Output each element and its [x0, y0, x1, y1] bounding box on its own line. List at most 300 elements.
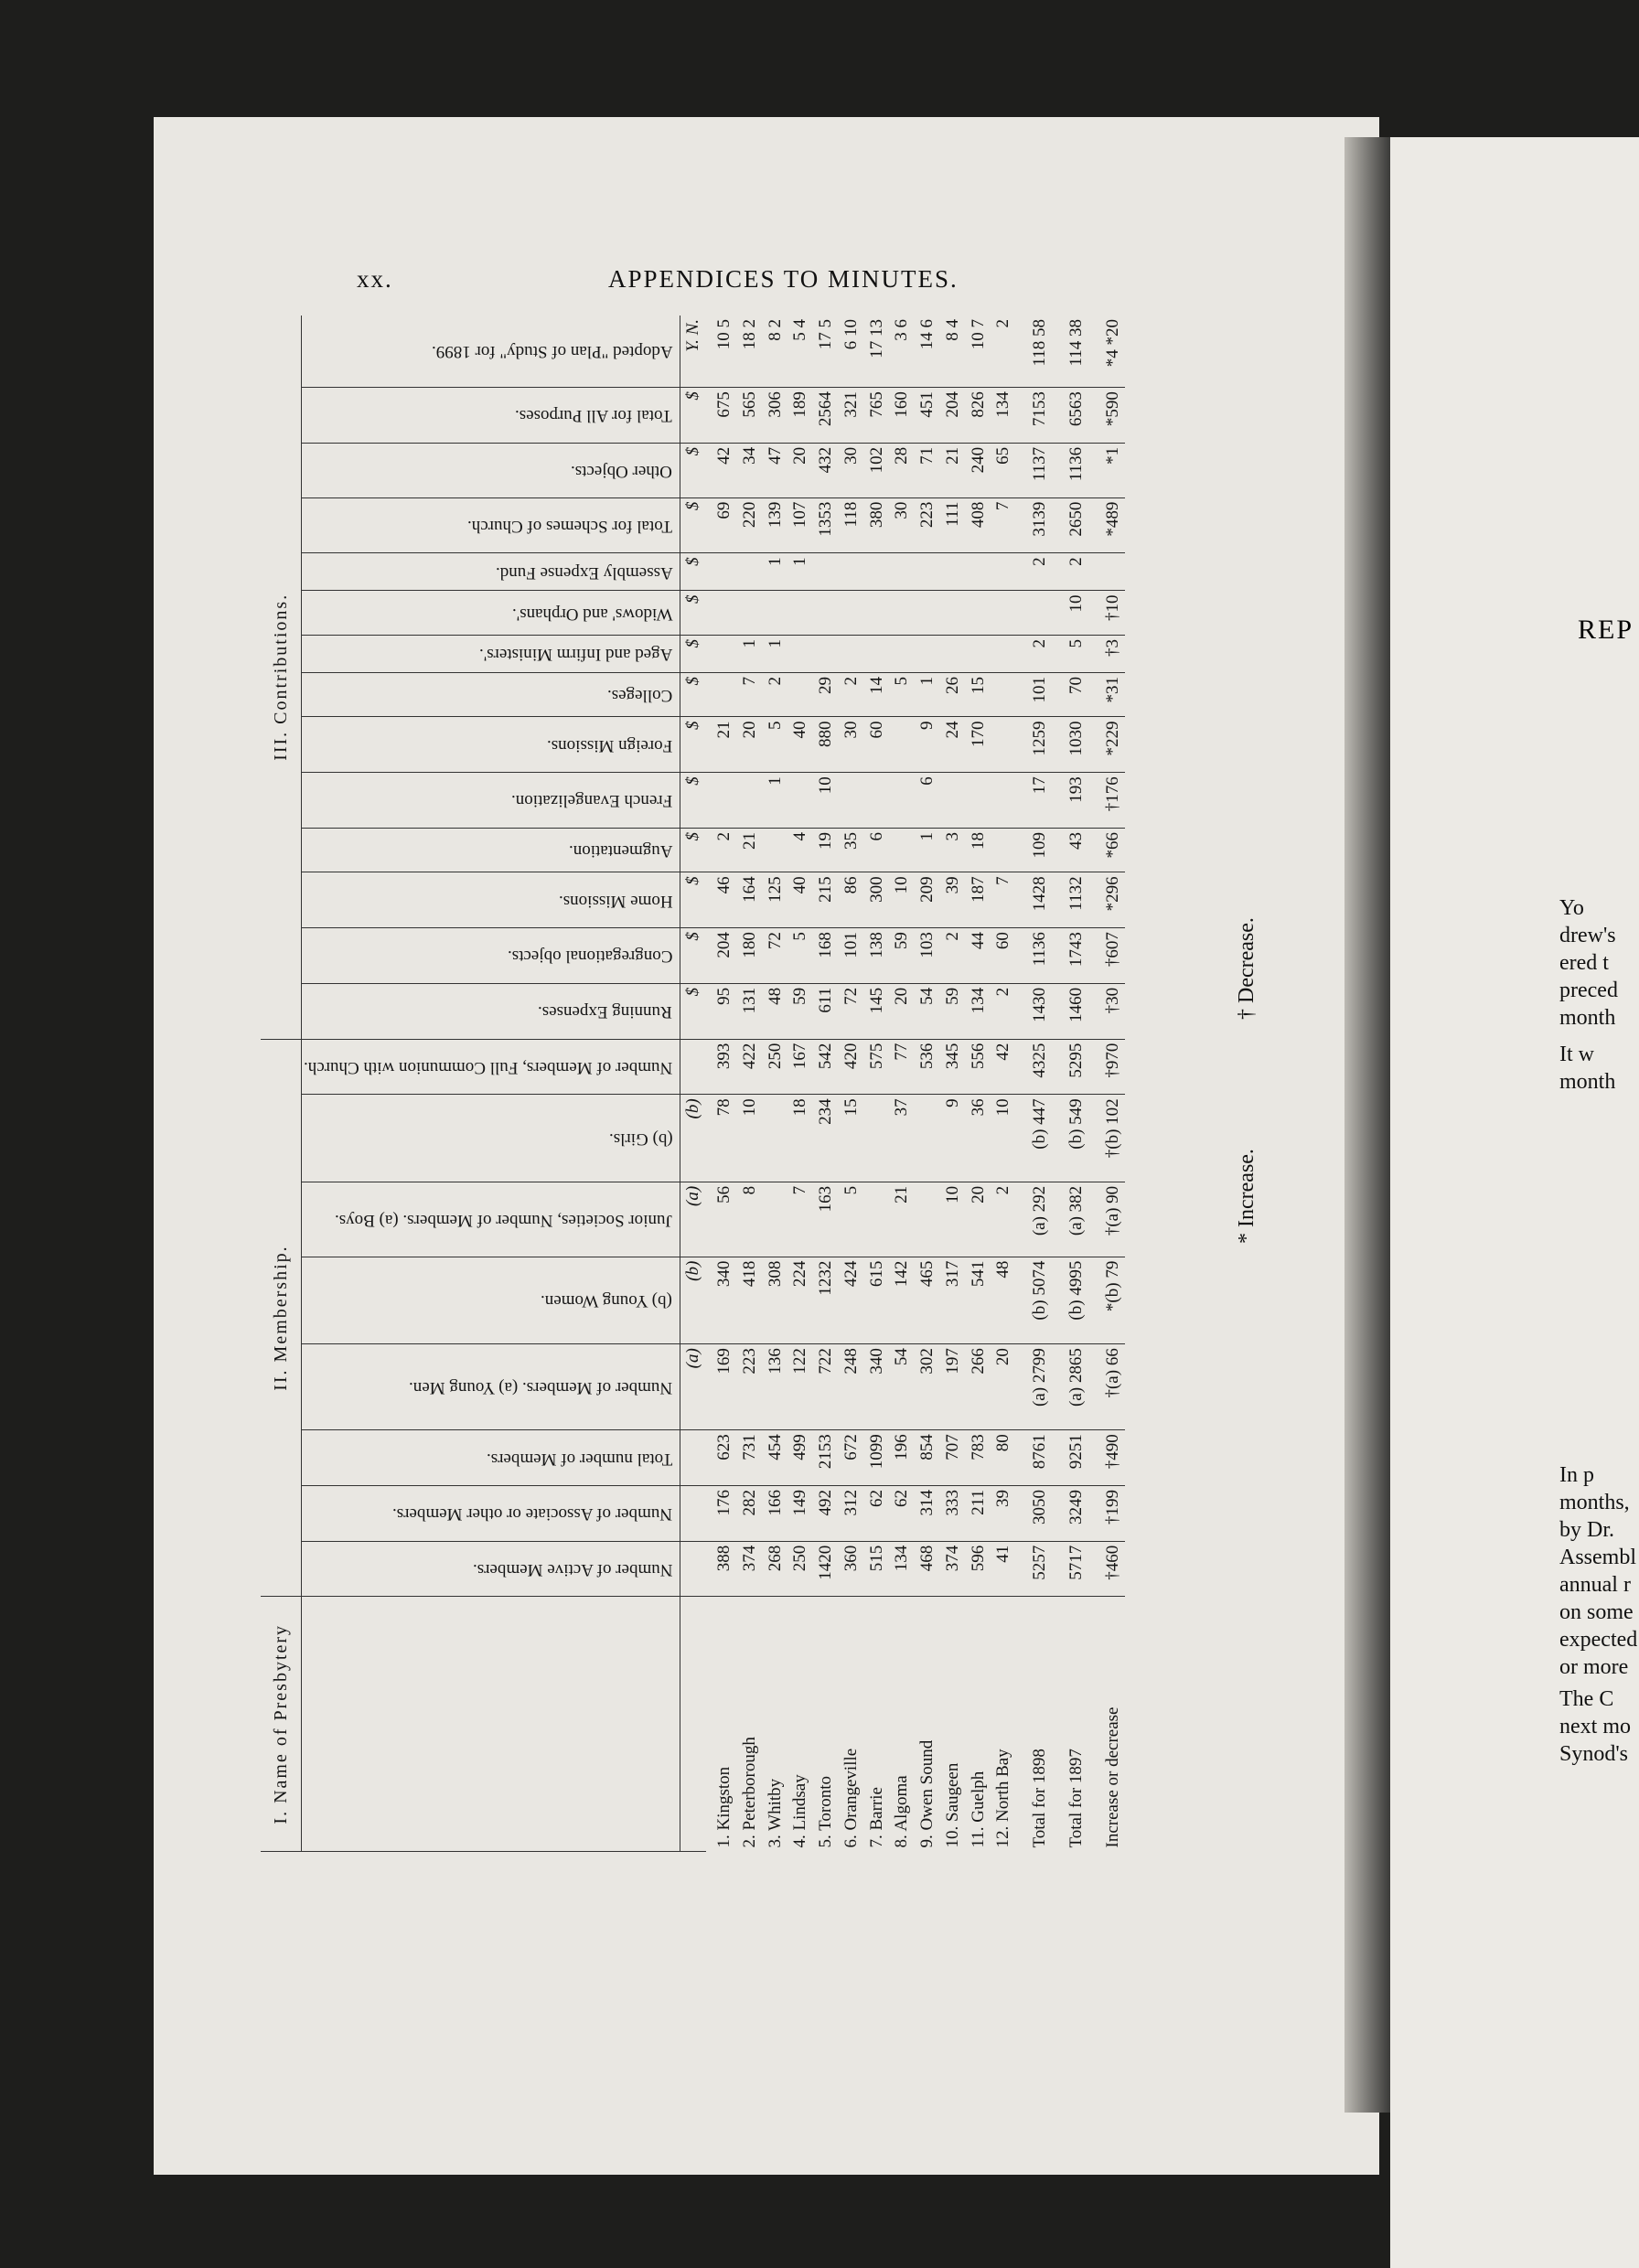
table-cell: 1137: [1016, 443, 1053, 497]
unit-cell: $: [680, 591, 707, 635]
table-cell: [889, 717, 915, 773]
row-label: 12. North Bay: [993, 1749, 1013, 1848]
table-cell: [737, 773, 763, 829]
table-cell: 4325: [1016, 1039, 1053, 1095]
table-cell: †30: [1089, 983, 1126, 1039]
table-cell: 321: [839, 388, 864, 444]
table-cell: †(a) 90: [1089, 1182, 1126, 1257]
table-cell: 300: [864, 872, 890, 928]
table-cell: 21: [889, 1182, 915, 1257]
row-label: 1. Kingston: [714, 1766, 734, 1848]
table-cell: 268: [763, 1541, 788, 1597]
table-cell: 19: [813, 828, 839, 872]
table-cell: 71: [915, 443, 940, 497]
table-cell: 5: [1053, 635, 1089, 672]
table-cell: 3: [940, 828, 966, 872]
table-cell: [839, 773, 864, 829]
table-cell: [966, 591, 991, 635]
table-cell: 46: [706, 872, 737, 928]
table-cell: 193: [1053, 773, 1089, 829]
table-cell: *296: [1089, 872, 1126, 928]
table-cell: 3139: [1016, 497, 1053, 553]
column-header-label: Number of Members. (a) Young Men.: [409, 1378, 673, 1398]
table-cell: 18: [966, 828, 991, 872]
table-cell: 176: [706, 1486, 737, 1542]
table-cell: 2: [706, 828, 737, 872]
table-cell: [864, 591, 890, 635]
table-cell: 536: [915, 1039, 940, 1095]
right-page-line: expected: [1559, 1628, 1638, 1652]
table-cell: 374: [737, 1541, 763, 1597]
table-cell: 77: [889, 1039, 915, 1095]
table-cell: 306: [763, 388, 788, 444]
table-cell: 43: [1053, 828, 1089, 872]
table-cell: 623: [706, 1430, 737, 1486]
table-cell: 340: [864, 1344, 890, 1430]
table-cell: 765: [864, 388, 890, 444]
table-cell: [787, 591, 813, 635]
table-cell: 374: [940, 1541, 966, 1597]
table-cell: [991, 673, 1016, 717]
table-cell: [889, 553, 915, 591]
table-cell: 134: [966, 983, 991, 1039]
table-cell: [737, 553, 763, 591]
table-cell: *489: [1089, 497, 1126, 553]
table-cell: †(b) 102: [1089, 1095, 1126, 1182]
table-cell: [763, 1095, 788, 1182]
table-cell: 60: [991, 928, 1016, 984]
table-cell: 234: [813, 1095, 839, 1182]
table-cell: *229: [1089, 717, 1126, 773]
table-cell: 408: [966, 497, 991, 553]
unit-cell: [680, 1486, 707, 1542]
page-number: xx.: [357, 265, 393, 293]
table-cell: [864, 1182, 890, 1257]
table-cell: 28: [889, 443, 915, 497]
table-cell: [889, 635, 915, 672]
table-row: [839, 316, 864, 1852]
table-cell: 2: [763, 673, 788, 717]
table-cell: 30: [839, 717, 864, 773]
table-cell: 314: [915, 1486, 940, 1542]
table-cell: *590: [1089, 388, 1126, 444]
table-cell: 167: [787, 1039, 813, 1095]
column-header: [302, 673, 680, 717]
table-cell: 6: [915, 773, 940, 829]
row-label: 3. Whitby: [765, 1778, 785, 1848]
table-cell: 56: [706, 1182, 737, 1257]
row-label: Total for 1898: [1030, 1749, 1050, 1848]
column-header-label: Colleges.: [606, 686, 673, 706]
table-cell: 118: [839, 497, 864, 553]
table-cell: 30: [839, 443, 864, 497]
right-page-line: or more: [1559, 1655, 1629, 1679]
table-cell: †607: [1089, 928, 1126, 984]
table-cell: 250: [787, 1541, 813, 1597]
table-cell: 8 2: [763, 316, 788, 388]
table-cell: 14 6: [915, 316, 940, 388]
table-cell: [889, 591, 915, 635]
table-cell: 10: [737, 1095, 763, 1182]
column-header: [302, 388, 680, 444]
table-cell: [940, 635, 966, 672]
column-header-label: Total number of Members.: [486, 1449, 673, 1469]
column-header-label: Foreign Missions.: [546, 735, 673, 755]
right-page-line: month: [1559, 1006, 1616, 1030]
table-cell: 21: [940, 443, 966, 497]
table-cell: [940, 773, 966, 829]
table-cell: 20: [889, 983, 915, 1039]
table-cell: 308: [763, 1257, 788, 1344]
table-cell: 72: [839, 983, 864, 1039]
column-header-label: Total for Schemes of Church.: [467, 516, 673, 536]
table-cell: 4: [787, 828, 813, 872]
table-cell: 59: [787, 983, 813, 1039]
table-cell: 7: [737, 673, 763, 717]
column-header: [302, 1039, 680, 1095]
table-cell: 62: [864, 1486, 890, 1542]
table-cell: [915, 553, 940, 591]
right-page-line: Synod's: [1559, 1742, 1629, 1766]
table-cell: 3249: [1053, 1486, 1089, 1542]
table-row: [915, 316, 940, 1852]
table-cell: 2153: [813, 1430, 839, 1486]
table-cell: 722: [813, 1344, 839, 1430]
table-cell: [706, 591, 737, 635]
unit-cell: (b): [680, 1095, 707, 1182]
statistics-table-region: [261, 316, 1194, 1852]
table-cell: 37: [889, 1095, 915, 1182]
table-cell: 17 13: [864, 316, 890, 388]
right-page-line: The C: [1559, 1687, 1614, 1711]
table-cell: 21: [706, 717, 737, 773]
table-cell: [966, 553, 991, 591]
table-cell: 59: [889, 928, 915, 984]
table-cell: 345: [940, 1039, 966, 1095]
table-cell: 1099: [864, 1430, 890, 1486]
unit-cell: $: [680, 553, 707, 591]
table-cell: (b) 5074: [1016, 1257, 1053, 1344]
table-cell: 707: [940, 1430, 966, 1486]
unit-cell: $: [680, 673, 707, 717]
table-cell: 15: [966, 673, 991, 717]
right-page-line: Assembl: [1559, 1546, 1636, 1569]
table-cell: 107: [787, 497, 813, 553]
table-cell: 2: [991, 983, 1016, 1039]
unit-cell: $: [680, 388, 707, 444]
unit-cell: $: [680, 635, 707, 672]
table-cell: 5257: [1016, 1541, 1053, 1597]
table-cell: 240: [966, 443, 991, 497]
column-header: [302, 1430, 680, 1486]
table-cell: 101: [1016, 673, 1053, 717]
table-cell: [864, 635, 890, 672]
table-cell: [991, 773, 1016, 829]
right-page-line: drew's: [1559, 924, 1616, 947]
table-cell: (a) 382: [1053, 1182, 1089, 1257]
column-header-label: Running Expenses.: [538, 1002, 673, 1022]
table-cell: 197: [940, 1344, 966, 1430]
unit-row: [680, 316, 707, 1852]
column-header-label: Junior Societies, Number of Members. (a) Boys.: [335, 1210, 673, 1230]
table-cell: [864, 1095, 890, 1182]
column-header-label: Total for All Purposes.: [515, 406, 673, 426]
table-cell: 166: [763, 1486, 788, 1542]
table-cell: 17 5: [813, 316, 839, 388]
table-cell: 36: [966, 1095, 991, 1182]
table-cell: [991, 828, 1016, 872]
table-cell: 80: [991, 1430, 1016, 1486]
table-row: [706, 316, 737, 1852]
table-cell: [839, 635, 864, 672]
table-cell: (b) 549: [1053, 1095, 1089, 1182]
table-cell: 1: [763, 553, 788, 591]
table-row: [787, 316, 813, 1852]
column-header: [302, 1541, 680, 1597]
right-page-line: Yo: [1559, 896, 1584, 920]
table-cell: 39: [940, 872, 966, 928]
table-cell: 62: [889, 1486, 915, 1542]
unit-cell: $: [680, 828, 707, 872]
table-cell: 180: [737, 928, 763, 984]
table-cell: 565: [737, 388, 763, 444]
column-header-label: Home Missions.: [558, 891, 673, 911]
table-cell: 149: [787, 1486, 813, 1542]
column-header-label: (b) Young Women.: [541, 1291, 673, 1311]
table-cell: 492: [813, 1486, 839, 1542]
table-cell: 21: [737, 828, 763, 872]
table-cell: 20: [737, 717, 763, 773]
table-cell: *(b) 79: [1089, 1257, 1126, 1344]
column-header-label: Widows' and Orphans'.: [511, 604, 673, 624]
table-cell: *31: [1089, 673, 1126, 717]
table-cell: 204: [940, 388, 966, 444]
row-label: 8. Algoma: [892, 1775, 912, 1848]
table-cell: 418: [737, 1257, 763, 1344]
table-cell: [864, 553, 890, 591]
table-cell: 5717: [1053, 1541, 1089, 1597]
table-cell: 5 4: [787, 316, 813, 388]
row-label: 2. Peterborough: [739, 1737, 759, 1848]
table-cell: 118 58: [1016, 316, 1053, 388]
table-cell: 380: [864, 497, 890, 553]
table-cell: 41: [991, 1541, 1016, 1597]
table-cell: 596: [966, 1541, 991, 1597]
unit-cell: (b): [680, 1257, 707, 1344]
unit-cell: $: [680, 497, 707, 553]
table-cell: 69: [706, 497, 737, 553]
table-cell: 20: [991, 1344, 1016, 1430]
column-header-label: Number of Members, Full Communion with Church.: [304, 1057, 673, 1077]
table-cell: 1232: [813, 1257, 839, 1344]
table-cell: 1: [737, 635, 763, 672]
table-cell: 14: [864, 673, 890, 717]
table-cell: 10 7: [966, 316, 991, 388]
table-cell: 2: [991, 316, 1016, 388]
table-cell: 122: [787, 1344, 813, 1430]
table-cell: 880: [813, 717, 839, 773]
table-cell: (b) 447: [1016, 1095, 1053, 1182]
table-cell: [706, 673, 737, 717]
table-cell: 611: [813, 983, 839, 1039]
table-cell: 134: [889, 1541, 915, 1597]
table-cell: 215: [813, 872, 839, 928]
table-cell: 1: [915, 828, 940, 872]
table-cell: [966, 635, 991, 672]
table-cell: †460: [1089, 1541, 1126, 1597]
table-cell: 209: [915, 872, 940, 928]
table-cell: 422: [737, 1039, 763, 1095]
table-cell: [991, 591, 1016, 635]
table-cell: 48: [763, 983, 788, 1039]
table-cell: 1428: [1016, 872, 1053, 928]
table-cell: 223: [915, 497, 940, 553]
table-cell: 8 4: [940, 316, 966, 388]
right-page-line: It w: [1559, 1043, 1594, 1066]
table-cell: 204: [706, 928, 737, 984]
table-cell: 103: [915, 928, 940, 984]
table-cell: 2: [940, 928, 966, 984]
table-cell: 44: [966, 928, 991, 984]
table-cell: 54: [889, 1344, 915, 1430]
table-cell: †970: [1089, 1039, 1126, 1095]
column-header: [302, 497, 680, 553]
table-cell: 40: [787, 872, 813, 928]
table-cell: 17: [1016, 773, 1053, 829]
table-cell: 160: [889, 388, 915, 444]
table-cell: [915, 1182, 940, 1257]
table-cell: 39: [991, 1486, 1016, 1542]
table-cell: 465: [915, 1257, 940, 1344]
table-cell: 541: [966, 1257, 991, 1344]
table-cell: 1136: [1053, 443, 1089, 497]
table-cell: 2: [839, 673, 864, 717]
table-cell: (a) 2799: [1016, 1344, 1053, 1430]
table-cell: 7: [787, 1182, 813, 1257]
table-cell: [889, 828, 915, 872]
right-page-line: on some: [1559, 1600, 1634, 1624]
table-cell: 211: [966, 1486, 991, 1542]
right-page-line: month: [1559, 1070, 1616, 1094]
row-label: Total for 1897: [1066, 1749, 1086, 1848]
table-cell: 1353: [813, 497, 839, 553]
table-cell: 1460: [1053, 983, 1089, 1039]
table-cell: †490: [1089, 1430, 1126, 1486]
table-cell: [706, 773, 737, 829]
column-header-label: Assembly Expense Fund.: [495, 562, 673, 583]
column-header: [302, 928, 680, 984]
column-header: [302, 443, 680, 497]
table-cell: 5295: [1053, 1039, 1089, 1095]
table-cell: [706, 635, 737, 672]
column-header-label: Aged and Infirm Ministers'.: [478, 645, 673, 665]
table-cell: 2: [1053, 553, 1089, 591]
unit-cell: [680, 1541, 707, 1597]
right-page-line: ered t: [1559, 951, 1609, 975]
table-cell: †3: [1089, 635, 1126, 672]
table-cell: 317: [940, 1257, 966, 1344]
unit-cell: [680, 1430, 707, 1486]
unit-cell: Y. N.: [680, 316, 707, 388]
table-cell: (a) 292: [1016, 1182, 1053, 1257]
table-cell: [737, 591, 763, 635]
table-cell: 1420: [813, 1541, 839, 1597]
table-cell: 224: [787, 1257, 813, 1344]
note-decrease: † Decrease.: [1235, 917, 1259, 1020]
table-cell: †(a) 66: [1089, 1344, 1126, 1430]
table-cell: [763, 1182, 788, 1257]
right-page: [1390, 137, 1639, 2268]
table-cell: 109: [1016, 828, 1053, 872]
table-cell: 169: [706, 1344, 737, 1430]
table-cell: 18 2: [737, 316, 763, 388]
table-cell: 20: [787, 443, 813, 497]
table-cell: 6: [864, 828, 890, 872]
table-cell: 432: [813, 443, 839, 497]
table-cell: 360: [839, 1541, 864, 1597]
row-label: 5. Toronto: [816, 1775, 836, 1848]
table-cell: 248: [839, 1344, 864, 1430]
table-cell: †176: [1089, 773, 1126, 829]
table-cell: (a) 2865: [1053, 1344, 1089, 1430]
right-page-line: by Dr.: [1559, 1518, 1614, 1542]
table-cell: [940, 553, 966, 591]
unit-cell: (a): [680, 1182, 707, 1257]
column-header-label: (b) Girls.: [608, 1129, 673, 1149]
table-cell: [991, 717, 1016, 773]
table-cell: 575: [864, 1039, 890, 1095]
row-label: 10. Saugeen: [942, 1762, 962, 1848]
table-cell: 20: [966, 1182, 991, 1257]
table-cell: 101: [839, 928, 864, 984]
table-cell: 454: [763, 1430, 788, 1486]
table-cell: 388: [706, 1541, 737, 1597]
table-cell: [813, 635, 839, 672]
column-header: [302, 635, 680, 672]
summary-row: [1089, 316, 1126, 1852]
table-cell: 282: [737, 1486, 763, 1542]
table-cell: 266: [966, 1344, 991, 1430]
table-cell: [940, 591, 966, 635]
table-cell: [839, 553, 864, 591]
table-cell: 138: [864, 928, 890, 984]
table-cell: 672: [839, 1430, 864, 1486]
right-page-line: annual r: [1559, 1573, 1631, 1597]
table-cell: 2: [1016, 553, 1053, 591]
table-cell: 2564: [813, 388, 839, 444]
row-label: 6. Orangeville: [841, 1748, 861, 1848]
section-name: I. Name of Presbytery: [261, 1597, 302, 1852]
column-header: [302, 553, 680, 591]
table-row: [763, 316, 788, 1852]
table-cell: 6563: [1053, 388, 1089, 444]
table-row: [966, 316, 991, 1852]
table-cell: 10: [991, 1095, 1016, 1182]
column-header: [302, 983, 680, 1039]
unit-cell: $: [680, 928, 707, 984]
table-cell: 47: [763, 443, 788, 497]
row-label: 7. Barrie: [866, 1787, 886, 1848]
row-label: 11. Guelph: [968, 1771, 988, 1848]
table-cell: 24: [940, 717, 966, 773]
table-cell: 42: [991, 1039, 1016, 1095]
table-cell: 3050: [1016, 1486, 1053, 1542]
table-cell: 1743: [1053, 928, 1089, 984]
right-page-line: preced: [1559, 979, 1618, 1002]
table-cell: 1: [915, 673, 940, 717]
column-header: [302, 828, 680, 872]
table-cell: 556: [966, 1039, 991, 1095]
